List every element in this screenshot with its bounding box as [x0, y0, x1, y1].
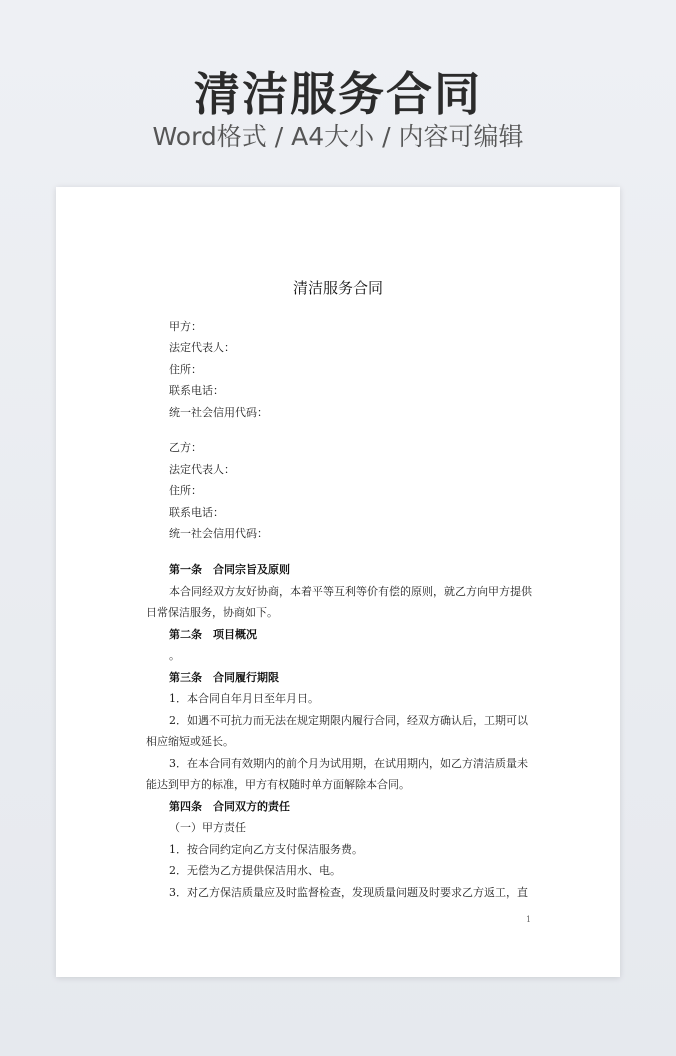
article-4-item-3: 3．对乙方保洁质量应及时监督检查，发现质量问题及时要求乙方返工，直 [169, 886, 528, 899]
article-1-text: 本合同经双方友好协商，本着平等互利等价有偿的原则，就乙方向甲方提供 [169, 585, 532, 598]
article-4-heading: 第四条 合同双方的责任 [169, 800, 290, 813]
page-number: 1 [526, 915, 532, 924]
article-4-item-1: 1．按合同约定向乙方支付保洁服务费。 [169, 843, 363, 856]
article-3-item-2-cont: 相应缩短或延长。 [146, 735, 234, 748]
banner-subtitle: Word格式 / A4大小 / 内容可编辑 [152, 122, 524, 151]
party-b-phone: 联系电话： [169, 506, 224, 519]
banner-title: 清洁服务合同 [194, 67, 482, 121]
document-title: 清洁服务合同 [292, 279, 383, 297]
article-2-text: 。 [169, 649, 180, 662]
party-a-address: 住所： [169, 363, 202, 376]
party-b-credit-code: 统一社会信用代码： [169, 527, 268, 540]
article-3-heading: 第三条 合同履行期限 [169, 671, 279, 684]
article-1-text-cont: 日常保洁服务，协商如下。 [146, 606, 278, 619]
party-b-label: 乙方： [169, 441, 202, 454]
party-a-credit-code: 统一社会信用代码： [169, 406, 268, 419]
article-2-heading: 第二条 项目概况 [169, 628, 257, 641]
party-b-address: 住所： [169, 484, 202, 497]
article-4-subheading: （一）甲方责任 [169, 821, 246, 834]
party-a-rep: 法定代表人： [169, 341, 235, 354]
article-4-item-2: 2．无偿为乙方提供保洁用水、电。 [169, 864, 341, 877]
article-1-heading: 第一条 合同宗旨及原则 [169, 563, 290, 576]
document-page [56, 187, 620, 977]
article-3-item-3: 3．在本合同有效期内的前个月为试用期，在试用期内，如乙方清洁质量未 [169, 757, 528, 770]
article-3-item-2: 2．如遇不可抗力而无法在规定期限内履行合同，经双方确认后，工期可以 [169, 714, 528, 727]
article-3-item-3-cont: 能达到甲方的标准，甲方有权随时单方面解除本合同。 [146, 778, 410, 791]
party-b-rep: 法定代表人： [169, 463, 235, 476]
party-a-label: 甲方： [169, 320, 202, 333]
document-body [56, 187, 620, 977]
party-a-phone: 联系电话： [169, 384, 224, 397]
article-3-item-1: 1．本合同自年月日至年月日。 [169, 692, 319, 705]
